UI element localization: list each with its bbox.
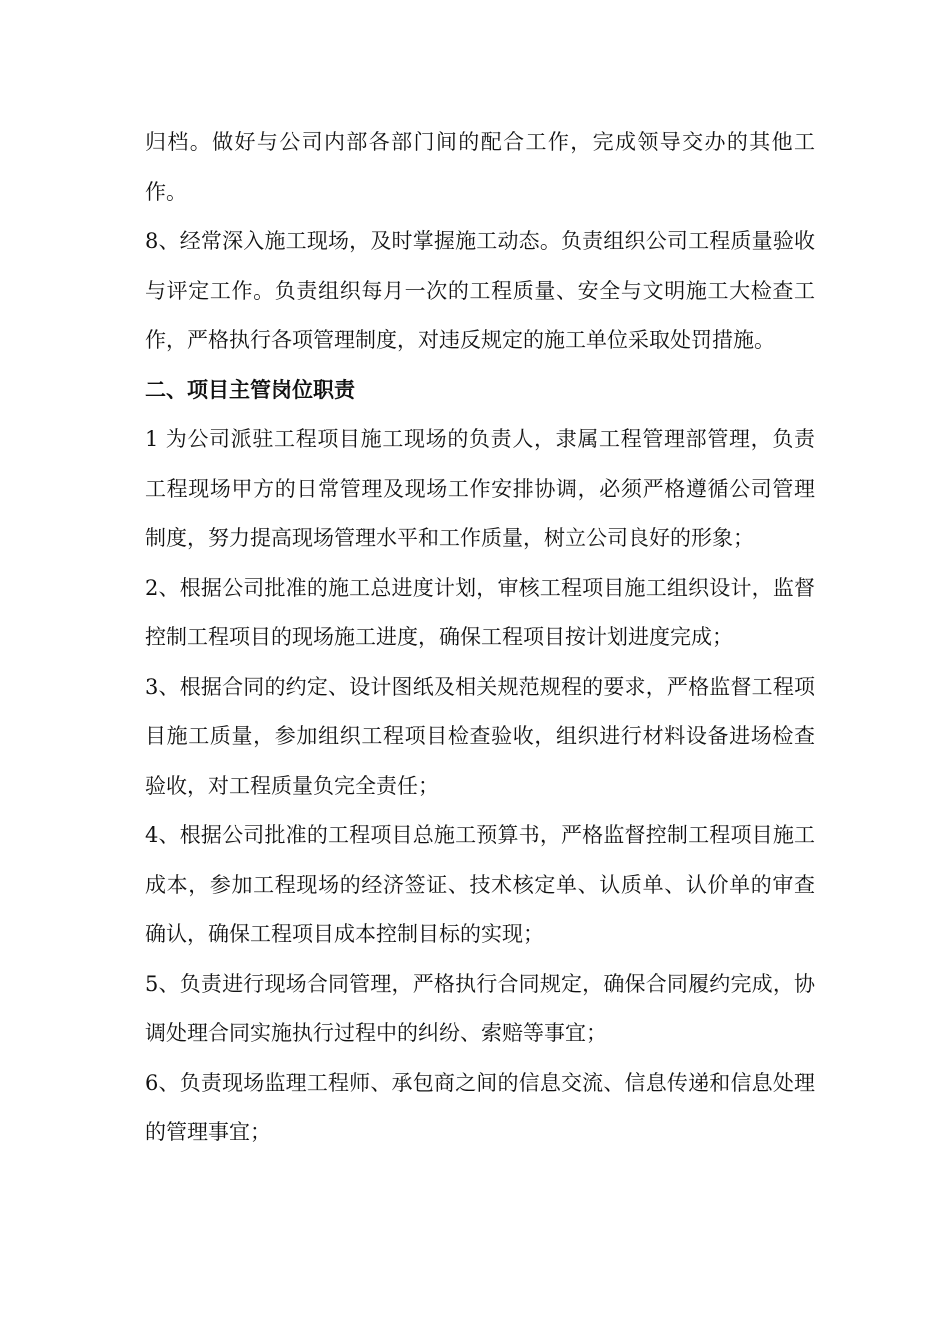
- duty-item-2: 2、根据公司批准的施工总进度计划，审核工程项目施工组织设计，监督控制工程项目的现场施工进度，确保工程项目按计划进度完成；: [145, 575, 815, 649]
- paragraph-archive: 归档。做好与公司内部各部门间的配合工作，完成领导交办的其他工作。: [145, 130, 815, 204]
- duty-item-1: 1 为公司派驻工程项目施工现场的负责人，隶属工程管理部管理，负责工程现场甲方的日常管理及现场工作安排协调，必须严格遵循公司管理制度，努力提高现场管理水平和工作质量，树立公司良好的形象；: [145, 427, 815, 550]
- section-title: 二、项目主管岗位职责: [145, 377, 355, 402]
- paragraph-item-8: 8、经常深入施工现场，及时掌握施工动态。负责组织公司工程质量验收与评定工作。负责组织每月一次的工程质量、安全与文明施工大检查工作，严格执行各项管理制度，对违反规定的施工单位采取处罚措施。: [145, 229, 815, 352]
- duty-item-6: 6、负责现场监理工程师、承包商之间的信息交流、信息传递和信息处理的管理事宜；: [145, 1070, 815, 1144]
- duty-item-4: 4、根据公司批准的工程项目总施工预算书，严格监督控制工程项目施工成本，参加工程现场的经济签证、技术核定单、认质单、认价单的审查确认，确保工程项目成本控制目标的实现；: [145, 823, 815, 946]
- duty-item-5: 5、负责进行现场合同管理，严格执行合同规定，确保合同履约完成，协调处理合同实施执行过程中的纠纷、索赔等事宜；: [145, 971, 815, 1045]
- duty-item-3: 3、根据合同的约定、设计图纸及相关规范规程的要求，严格监督工程项目施工质量，参加组织工程项目检查验收，组织进行材料设备进场检查验收，对工程质量负完全责任；: [145, 674, 815, 798]
- document-body: [145, 118, 815, 1158]
